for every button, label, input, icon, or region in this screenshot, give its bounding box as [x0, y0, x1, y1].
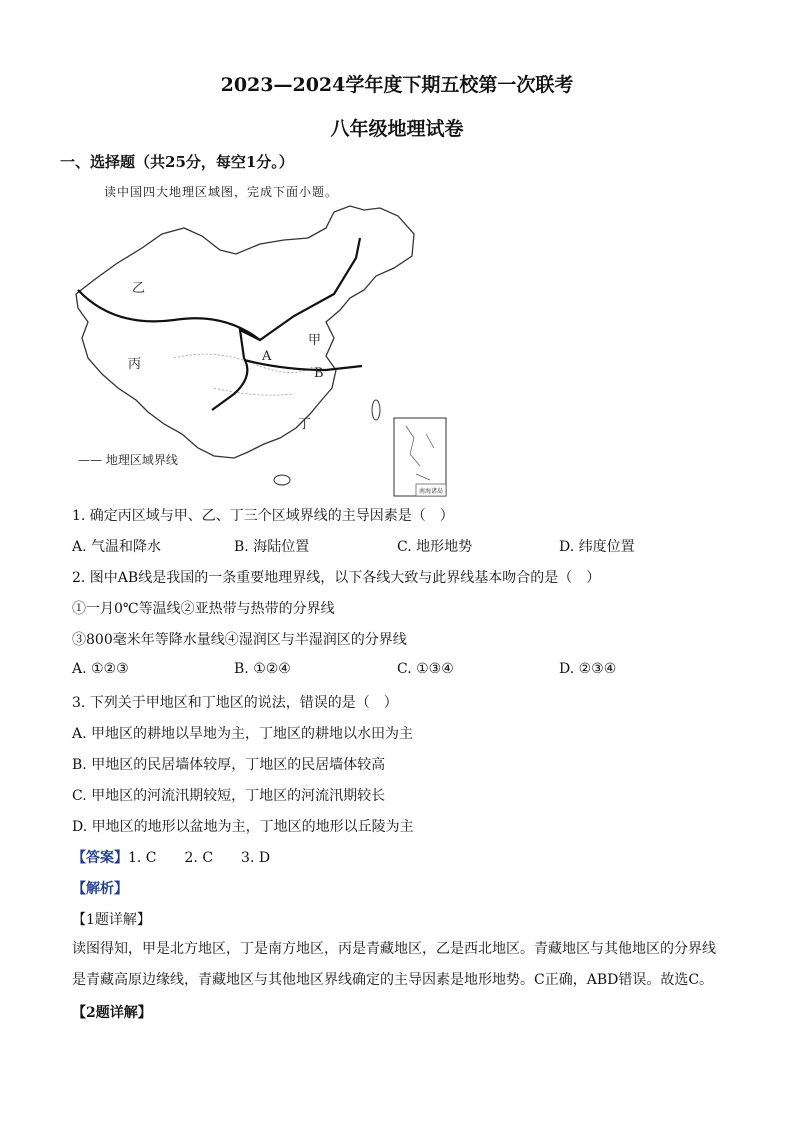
detail-2-tag: 【2题详解】	[72, 1005, 152, 1021]
q1-stem: 1. 确定丙区域与甲、乙、丁三个区域界线的主导因素是（ ）	[72, 508, 454, 524]
answer-tag: 【答案】	[72, 850, 128, 866]
q1-option-d: D. 纬度位置	[559, 539, 635, 555]
hainan-island	[274, 475, 290, 485]
q3-option-d: D. 甲地区的地形以盆地为主，丁地区的地形以丘陵为主	[72, 819, 414, 835]
q2-stem: 2. 图中AB线是我国的一条重要地理界线，以下各线大致与此界线基本吻合的是（ ）	[72, 570, 601, 586]
q1-option-c: C. 地形地势	[397, 539, 473, 555]
q2-option-b: B. ①②④	[234, 661, 291, 677]
label-a: A	[262, 349, 272, 364]
q2-option-a: A. ①②③	[72, 661, 129, 677]
inset-label: 南海诸岛	[419, 488, 444, 495]
section-heading: 一、选择题（共25分，每空1分。）	[60, 153, 294, 171]
label-ding: 丁	[298, 417, 312, 432]
label-jia: 甲	[308, 333, 322, 348]
label-yi: 乙	[132, 281, 146, 296]
exam-title: 2023—2024学年度下期五校第一次联考	[220, 74, 574, 96]
detail-1-text: 读图得知，甲是北方地区，丁是南方地区，丙是青藏地区，乙是西北地区。青藏地区与其他地区的分界线是青藏高原边缘线，青藏地区与其他地区界线确定的主导因素是地形地势。C正确，ABD错误。故选C。	[72, 941, 716, 988]
q2-option-d: D. ②③④	[559, 661, 617, 677]
analysis-tag: 【解析】	[72, 881, 128, 897]
map-intro: 读中国四大地理区域图，完成下面小题。	[104, 185, 339, 199]
q1-option-b: B. 海陆位置	[234, 539, 310, 555]
map-legend: —— 地理区域界线	[78, 453, 178, 467]
answer-line	[72, 847, 270, 867]
exam-subtitle: 八年级地理试卷	[330, 118, 464, 140]
label-bing: 丙	[128, 357, 142, 372]
boundary-northwest	[78, 238, 360, 340]
q2-statement-1: ①一月0℃等温线②亚热带与热带的分界线	[72, 601, 335, 617]
detail-1-tag: 【1题详解】	[72, 912, 151, 928]
q2-option-c: C. ①③④	[397, 661, 454, 677]
q3-option-a: A. 甲地区的耕地以旱地为主，丁地区的耕地以水田为主	[72, 726, 414, 742]
q3-option-c: C. 甲地区的河流汛期较短，丁地区的河流汛期较长	[72, 788, 386, 804]
q1-option-a: A. 气温和降水	[72, 539, 162, 555]
china-regions-map	[64, 198, 454, 498]
q3-option-b: B. 甲地区的民居墙体较厚，丁地区的民居墙体较高	[72, 757, 386, 773]
answer-text: 1. C 2. C 3. D	[128, 850, 271, 866]
q2-statement-2: ③800毫米年等降水量线④湿润区与半湿润区的分界线	[72, 632, 407, 648]
label-b: B	[314, 366, 324, 381]
boundary-qinghai-tibet	[212, 330, 260, 410]
taiwan-island	[372, 400, 380, 420]
q3-stem: 3. 下列关于甲地区和丁地区的说法，错误的是（ ）	[72, 695, 398, 711]
